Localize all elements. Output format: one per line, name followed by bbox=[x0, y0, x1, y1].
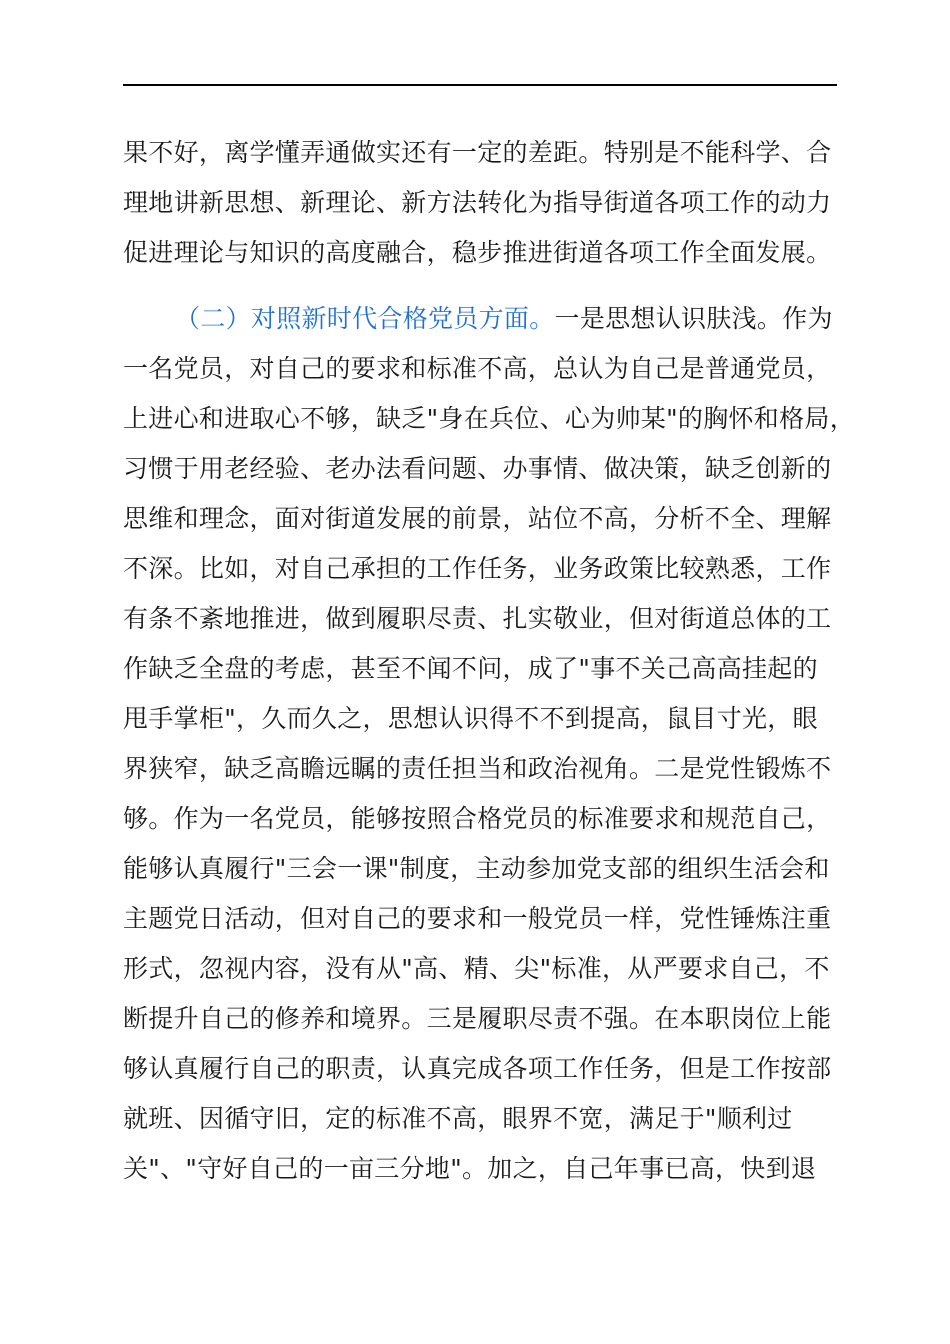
paragraph-first-line bbox=[123, 294, 863, 344]
text-line: 理地讲新思想、新理论、新方法转化为指导街道各项工作的动力 bbox=[123, 188, 832, 217]
text-line: 甩手掌柜"，久而久之，思想认识得不不到提高，鼠目寸光，眼 bbox=[123, 704, 818, 733]
text-line: 作缺乏全盘的考虑，甚至不闻不问，成了"事不关己高高挂起的 bbox=[123, 654, 818, 683]
text-line: 关"、"守好自己的一亩三分地"。加之，自己年事已高，快到退 bbox=[123, 1154, 817, 1183]
text-line: 形式，忽视内容，没有从"高、精、尖"标准，从严要求自己，不 bbox=[123, 954, 830, 983]
text-line: 促进理论与知识的高度融合，稳步推进街道各项工作全面发展。 bbox=[123, 238, 832, 267]
text-line: 上进心和进取心不够，缺乏"身在兵位、心为帅某"的胸怀和格局， bbox=[123, 404, 856, 433]
text-line: 能够认真履行"三会一课"制度，主动参加党支部的组织生活会和 bbox=[123, 854, 830, 883]
text-line: 一名党员，对自己的要求和标准不高，总认为自己是普通党员， bbox=[123, 354, 832, 383]
header-rule bbox=[123, 84, 837, 86]
text-line: 思维和理念，面对街道发展的前景，站位不高，分析不全、理解 bbox=[123, 504, 832, 533]
text-line: 主题党日活动，但对自己的要求和一般党员一样，党性锤炼注重 bbox=[123, 904, 832, 933]
text-line: 断提升自己的修养和境界。三是履职尽责不强。在本职岗位上能 bbox=[123, 1004, 832, 1033]
text-line: 有条不紊地推进，做到履职尽责、扎实敬业，但对街道总体的工 bbox=[123, 604, 832, 633]
section-heading: （二）对照新时代合格党员方面。 bbox=[175, 304, 555, 333]
text-line: 界狭窄，缺乏高瞻远瞩的责任担当和政治视角。二是党性锻炼不 bbox=[123, 754, 832, 783]
text-line: 不深。比如，对自己承担的工作任务，业务政策比较熟悉，工作 bbox=[123, 554, 832, 583]
document-body bbox=[123, 128, 863, 1194]
text-line: 就班、因循守旧，定的标准不高，眼界不宽，满足于"顺利过 bbox=[123, 1104, 793, 1133]
text-line: 够。作为一名党员，能够按照合格党员的标准要求和规范自己， bbox=[123, 804, 832, 833]
text-line: 果不好，离学懂弄通做实还有一定的差距。特别是不能科学、合 bbox=[123, 138, 832, 167]
text-span: 一是思想认识肤浅。作为 bbox=[554, 304, 833, 333]
text-line: 够认真履行自己的职责，认真完成各项工作任务，但是工作按部 bbox=[123, 1054, 832, 1083]
text-line: 习惯于用老经验、老办法看问题、办事情、做决策，缺乏创新的 bbox=[123, 454, 832, 483]
